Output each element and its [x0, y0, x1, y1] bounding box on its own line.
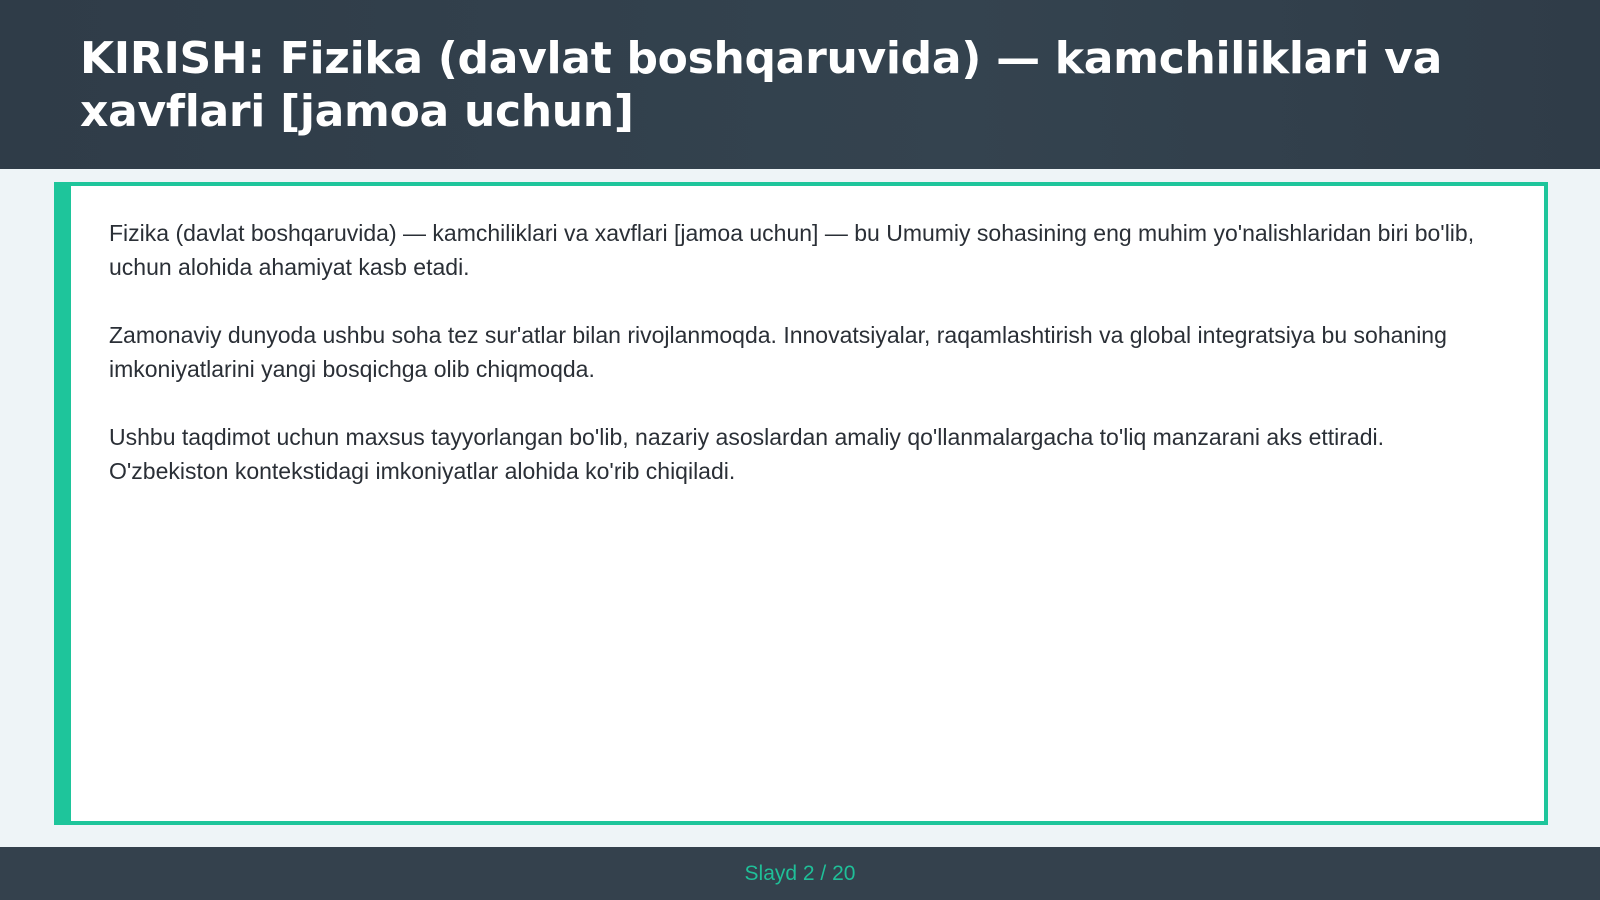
intro-paragraph-3: Ushbu taqdimot uchun maxsus tayyorlangan bo'lib, nazariy asoslardan amaliy qo'llanmalargacha to'liq manzarani aks ettiradi. O'zbekiston kontekstidagi imkoniyatlar alohida ko'rib chiqiladi. — [109, 424, 1385, 484]
intro-paragraph-2: Zamonaviy dunyoda ushbu soha tez sur'atlar bilan rivojlanmoqda. Innovatsiyalar, raqamlashtirish va global integratsiya bu sohaning imkoniyatlarini yangi bosqichga olib chiqmoqda. — [109, 322, 1447, 382]
slide-header — [0, 0, 1600, 169]
slide-footer — [0, 847, 1600, 900]
slide-title: KIRISH: Fizika (davlat boshqaruvida) — kamchiliklari va xavflari [jamoa uchun] — [80, 33, 1442, 137]
content-box — [54, 182, 1548, 825]
intro-paragraph-1: Fizika (davlat boshqaruvida) — kamchiliklari va xavflari [jamoa uchun] — bu Umumiy sohasining eng muhim yo'nalishlaridan biri bo'lib, uchun alohida ahamiyat kasb etadi. — [109, 220, 1475, 280]
slide-counter: Slayd 2 / 20 — [744, 862, 856, 885]
